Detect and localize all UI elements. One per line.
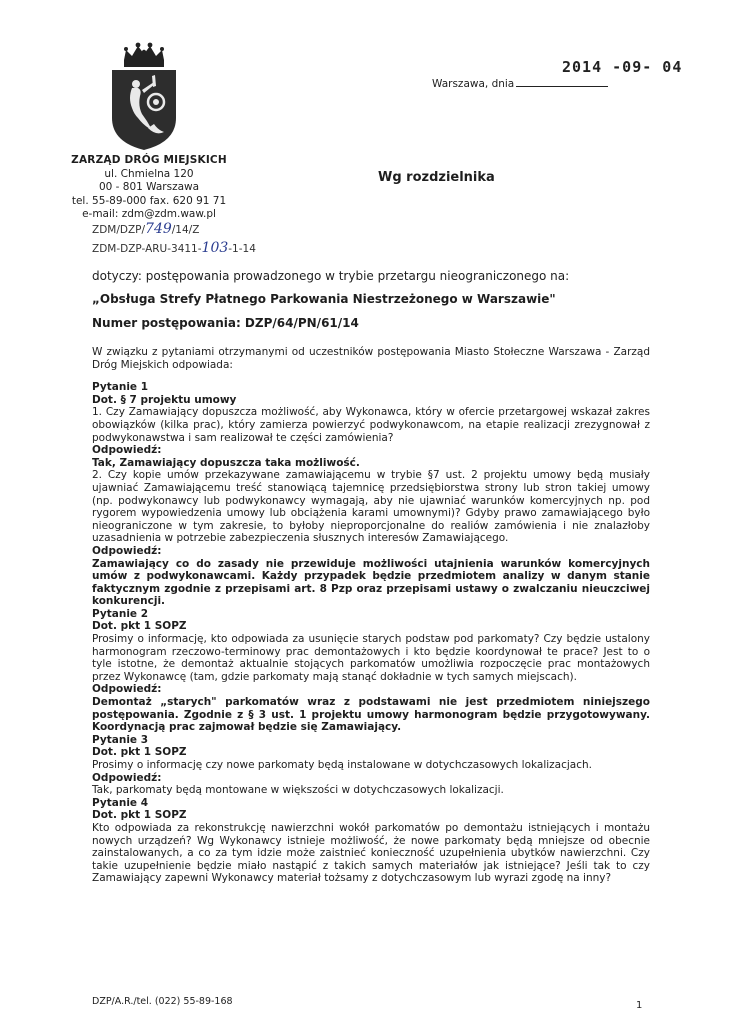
question-3-reference: Dot. pkt 1 SOPZ xyxy=(92,746,187,759)
reference-1-handwritten: 749 xyxy=(145,221,172,237)
reference-1-prefix: ZDM/DZP/ xyxy=(92,224,146,236)
answer-1-2-label: Odpowiedź: xyxy=(92,544,162,557)
question-4-heading: Pytanie 4 xyxy=(92,796,148,809)
question-4-reference: Dot. pkt 1 SOPZ xyxy=(92,809,187,822)
reference-1-suffix: /14/Z xyxy=(171,224,200,236)
question-1-heading: Pytanie 1 xyxy=(92,381,148,394)
answer-1-2: Zamawiający co do zasady nie przewiduje możliwości utajnienia warunków komercyjnych umów z podwykonawcami. Każdy przypadek będzie przedmiotem analizy w danym stanie faktycznym zgodnie z przepisami art. 8 Pzp oraz przepisami ustawy o zwalczaniu nieuczciwej konkurencji. xyxy=(92,557,650,608)
answer-2-label: Odpowiedź: xyxy=(92,683,162,696)
question-4: Kto odpowiada za rekonstrukcję nawierzchni wokół parkomatów po demontażu istniejących i montażu nowych urządzeń? Wg Wykonawcy istnieje możliwość, że nowe parkomaty będą mniejsze od obecnie zainstalowanych, a co za tym idzie może zaistnieć konieczność uzupełnienia ubytków nawierzchni. Czy takie uzupełnienie będzie miało nastąpić z takich samych materiałów jak istniejące? Jeśli tak to czy Zamawiający zapewni Wykonawcy materiał tożsamy z dotychczasowym lub wyrazi zgodę na inny? xyxy=(92,821,650,885)
tender-title: „Obsługa Strefy Płatnego Parkowania Niestrzeżonego w Warszawie" xyxy=(92,292,556,306)
question-2: Prosimy o informację, kto odpowiada za usunięcie starych podstaw pod parkomaty? Czy będzie ustalony harmonogram rzeczowo-terminowy prac demontażowych i kto będzie koordynował te prace? Jest to o tyle istotne, że demontaż aktualnie stojących parkomatów umożliwia rozpoczęcie prac montażowych przez Wykonawcę (tam, gdzie parkomaty mają stanąć dokładnie w tych samych miejscach). xyxy=(92,633,650,683)
reference-line-1 xyxy=(92,220,256,239)
letter-body xyxy=(92,346,650,885)
page-number: 1 xyxy=(636,1000,643,1011)
question-2-heading: Pytanie 2 xyxy=(92,607,148,620)
date-line xyxy=(432,78,608,90)
procedure-number: Numer postępowania: DZP/64/PN/61/14 xyxy=(92,316,359,330)
question-1-reference: Dot. § 7 projektu umowy xyxy=(92,393,237,406)
answer-3-label: Odpowiedź: xyxy=(92,771,162,784)
recipient: Wg rozdzielnika xyxy=(378,170,495,185)
reference-line-2 xyxy=(92,239,256,258)
reference-numbers xyxy=(92,220,256,258)
organization-name: ZARZĄD DRÓG MIEJSKICH xyxy=(71,154,227,166)
date-place-label: Warszawa, dnia xyxy=(432,78,515,90)
organization-street: ul. Chmielna 120 xyxy=(104,167,194,180)
question-1-part-1: 1. Czy Zamawiający dopuszcza możliwość, aby Wykonawca, który w ofercie przetargowej wskazał zakres obowiązków (kilka prac), który zamierza powierzyć podwykonawcom, na etapie realizacji zrezygnował z podwykonawstwa i sam realizował te części zamówienia? xyxy=(92,406,650,444)
question-1-part-2: 2. Czy kopie umów przekazywane zamawiającemu w trybie §7 ust. 2 projektu umowy będą musiały ujawniać Zamawiającemu treść stanowiącą tajemnicę przedsiębiorstwa strony lub stron takiej umowy (np. podwykonawcy lub podwykonawcy wymagają, aby nie ujawniać warunków komercyjnych np. pod rygorem wypowiedzenia umowy lub obciążenia karami umownymi)? Gdyby prawo zamawiającego było nieograniczone w tym zakresie, to byłoby nieproporcjonalne do realiów zamówienia i nie znalazłoby uzasadnienia w potrzebie zabezpieczenia słusznych interesów Zamawiającego. xyxy=(92,469,650,545)
date-stamp: 2014 -09- 04 xyxy=(562,58,683,76)
answer-2: Demontaż „starych" parkomatów wraz z podstawami nie jest przedmiotem niniejszego postępowania. Zgodnie z § 3 ust. 1 projektu umowy harmonogram będzie przygotowywany. Koordynacją prac zajmował będzie się Zamawiający. xyxy=(92,696,650,734)
answer-1-1: Tak, Zamawiający dopuszcza taka możliwość. xyxy=(92,456,360,469)
date-blank-line xyxy=(516,85,608,87)
intro-paragraph: W związku z pytaniami otrzymanymi od uczestników postępowania Miasto Stołeczne Warszawa - Zarząd Dróg Miejskich odpowiada: xyxy=(92,346,650,371)
organization-address xyxy=(60,154,238,222)
organization-city: 00 - 801 Warszawa xyxy=(98,181,200,193)
organization-phone: tel. 55-89-000 fax. 620 91 71 xyxy=(71,194,227,207)
reference-2-prefix: ZDM-DZP-ARU-3411- xyxy=(92,243,202,255)
answer-3: Tak, parkomaty będą montowane w większości w dotychczasowych lokalizacji. xyxy=(92,784,504,797)
question-2-reference: Dot. pkt 1 SOPZ xyxy=(92,620,187,633)
question-3-heading: Pytanie 3 xyxy=(92,733,148,746)
reference-2-handwritten: 103 xyxy=(201,240,229,256)
subject-line: dotyczy: postępowania prowadzonego w trybie przetargu nieograniczonego na: xyxy=(92,269,570,283)
reference-2-suffix: -1-14 xyxy=(228,243,256,255)
answer-1-1-label: Odpowiedź: xyxy=(92,444,162,457)
footer-contact: DZP/A.R./tel. (022) 55-89-168 xyxy=(92,996,233,1007)
organization-email: e-mail: zdm@zdm.waw.pl xyxy=(82,208,216,220)
warsaw-coat-of-arms-logo xyxy=(108,42,180,152)
question-3: Prosimy o informację czy nowe parkomaty będą instalowane w dotychczasowych lokalizacjach. xyxy=(92,759,593,771)
